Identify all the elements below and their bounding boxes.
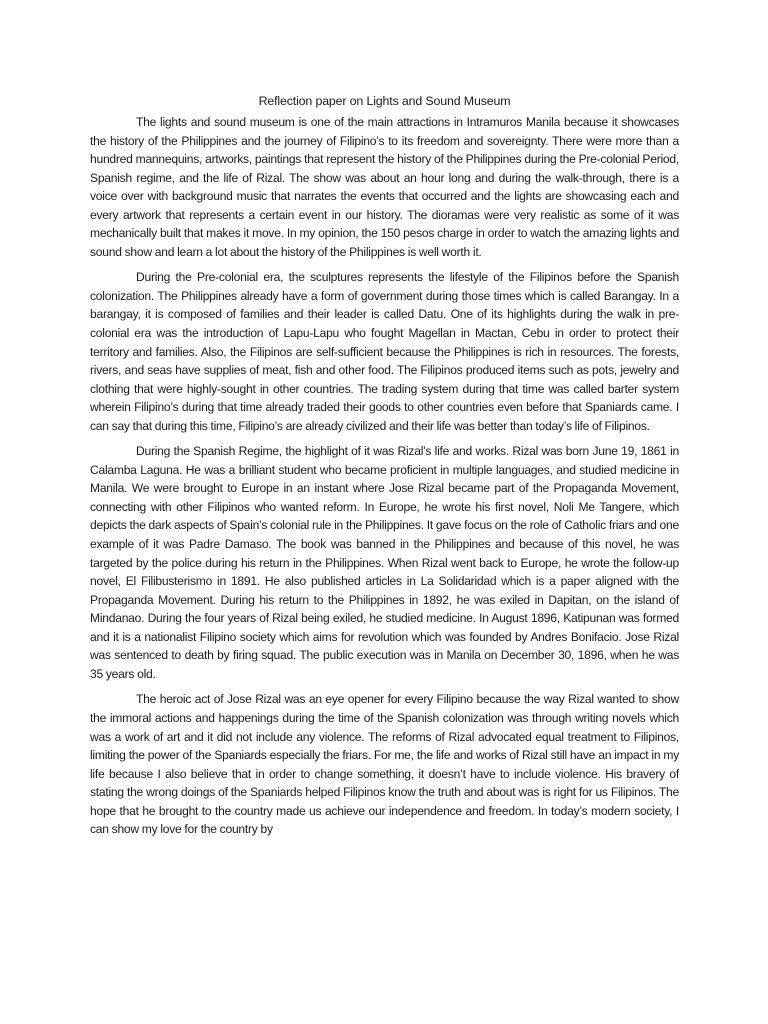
document-title: Reflection paper on Lights and Sound Museum [258,94,511,108]
paragraph-intro: The lights and sound museum is one of the main attractions in Intramuros Manila because it showcases the history of the Philippines and the journey of Filipino’s to its freedom and sovereignty. There were more than a hundred mannequins, artworks, paintings that represent the history of the Philippines during the Pre-colonial Period, Spanish regime, and the life of Rizal. The show was about an hour long and during the walk-through, there is a voice over with background music that narrates the events that occurred and the lights are showcasing each and every artwork that represents a certain event in our history. The dioramas were very realistic as some of it was mechanically built that makes it move. In my opinion, the 150 pesos charge in order to watch the amazing lights and sound show and learn a lot about the history of the Philippines is well worth it. [90,115,679,259]
paragraph-rizal-heroism: The heroic act of Jose Rizal was an eye opener for every Filipino because the way Rizal wanted to show the immoral actions and happenings during the time of the Spanish colonization was through writing novels which was a work of art and it did not include any violence. The reforms of Rizal advocated equal treatment to Filipinos, limiting the power of the Spaniards especially the friars. For me, the life and works of Rizal still have an impact in my life because I also believe that in order to change something, it doesn’t have to include violence. His bravery of stating the wrong doings of the Spaniards helped Filipinos know the truth and about was is right for us Filipinos. The hope that he brought to the country made us achieve our independence and freedom. In today’s modern society, I can show my love for the country by [90,692,679,837]
paragraph-spanish-regime: During the Spanish Regime, the highlight of it was Rizal’s life and works. Rizal was born June 19, 1861 in Calamba Laguna. He was a brilliant student who became proficient in multiple languages, and studied medicine in Manila. We were brought to Europe in an instant where Jose Rizal became part of the Propaganda Movement, connecting with other Filipinos who wanted reform. In Europe, he wrote his first novel, Noli Me Tangere, which depicts the dark aspects of Spain’s colonial rule in the Philippines. It gave focus on the role of Catholic friars and one example of it was Padre Damaso. The book was banned in the Philippines and because of this novel, he was targeted by the police during his return in the Philippines. When Rizal went back to Europe, he wrote the follow-up novel, El Filibusterismo in 1891. He also published articles in La Solidaridad which is a paper aligned with the Propaganda Movement. During his return to the Philippines in 1892, he was exiled in Dapitan, on the island of Mindanao. During the four years of Rizal being exiled, he studied medicine. In August 1896, Katipunan was formed and it is a nationalist Filipino society which aims for revolution which was founded by Andres Bonifacio. Jose Rizal was sentenced to death by firing squad. The public execution was in Manila on December 30, 1896, when he was 35 years old. [90,444,679,681]
document-page [90,92,679,846]
paragraph-pre-colonial: During the Pre-colonial era, the sculptures represents the lifestyle of the Filipinos before the Spanish colonization. The Philippines already have a form of government during those times which is called Barangay. In a barangay, it is composed of families and their leader is called Datu. One of its highlights during the walk in pre-colonial era was the introduction of Lapu-Lapu who fought Magellan in Mactan, Cebu in order to protect their territory and families. Also, the Filipinos are self-sufficient because the Philippines is rich in resources. The forests, rivers, and seas have supplies of meat, fish and other food. The Filipinos produced items such as pots, jewelry and clothing that were highly-sought in other countries. The trading system during that time was called barter system wherein Filipino’s during that time already traded their goods to other countries even before that Spaniards came. I can say that during this time, Filipino’s are already civilized and their life was better than today’s life of Filipinos. [90,270,679,433]
